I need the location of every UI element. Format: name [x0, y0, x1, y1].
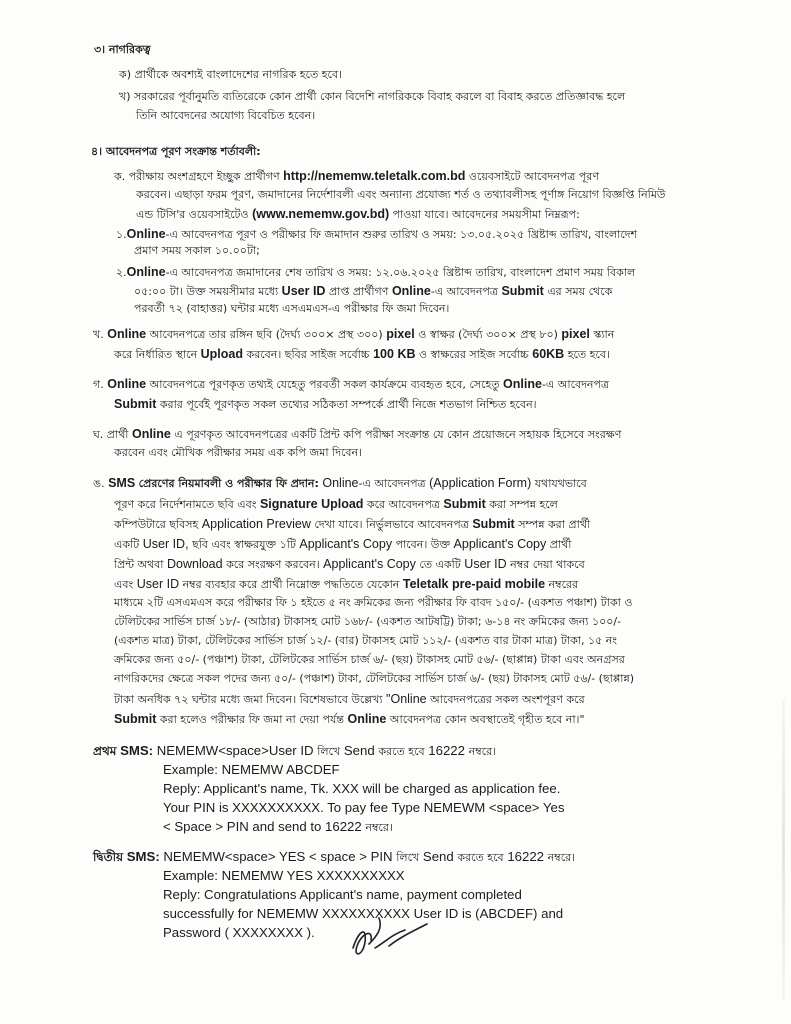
website-link[interactable]: http://nememw.teletalk.com.bd — [283, 169, 466, 183]
sms2-reply-line3: Password ( XXXXXXXX ). — [163, 925, 315, 940]
uma-line7: মাধ্যমে ২টি এসএমএস করে পরীক্ষার ফি ১ হইতে ৫ নং ক্রমিকের জন্য পরীক্ষার ফি বাবদ ১৫০/- (একশত পঞ্চাশ) টাকা ও — [114, 596, 633, 609]
sms1-example: Example: NEMEMW ABCDEF — [163, 762, 340, 777]
ga-line2: Submit করার পূর্বেই পূরণকৃত সকল তথ্যের সঠিকতা সম্পর্কে প্রার্থী নিজে শতভাগ নিশ্চিত হবেন। — [114, 397, 537, 411]
sms1-reply-line2: Your PIN is XXXXXXXXXX. To pay fee Type NEMEWM <space> Yes — [163, 800, 565, 815]
signature-stroke — [353, 918, 427, 954]
ka-point1-line1: ১.Online-এ আবেদনপত্র পূরণ ও পরীক্ষার ফি জমাদান শুরুর তারিখ ও সময়: ১৩.০৫.২০২৫ খ্রিষ্টাব্দ তারিখ, বাংলাদেশ — [116, 227, 638, 241]
section3-item-kha-line1: খ) সরকারের পূর্বানুমতি ব্যতিরেকে কোন প্রার্থী কোন বিদেশি নাগরিককে বিবাহ করলে বা বিবাহ করতে প্রতিজ্ঞাবদ্ধ হলে — [119, 90, 626, 103]
section3-heading: ৩। নাগরিকত্ব — [94, 43, 151, 56]
kha-line1: খ. Online আবেদনপত্রে তার রঙ্গিন ছবি (দৈর্ঘ্য ৩০০× প্রস্থ ৩০০) pixel ও স্বাক্ষর (দৈর্ঘ্য ৩০০× প্রস্থ ৮০) pixel স্ক্যান — [93, 327, 615, 341]
signature-icon — [345, 908, 435, 968]
uma-line11: নাগরিকদের ক্ষেত্রে সকল পদের জন্য ৫০/- (পঞ্চাশ) টাকা, টেলিটকের সার্ভিস চার্জ ৬/- (ছয়) টাকাসহ মোট ৫৬/- (ছাপ্পান্ন) — [114, 672, 635, 685]
uma-line8: টেলিটকের সার্ভিস চার্জ ১৮/- (আঠার) টাকাসহ মোট ১৬৮/- (একশত আটষট্টি) টাকা; ৬-১৪ নং ক্রমিকের জন্য ১০০/- — [114, 615, 622, 628]
ka-point2-line3: পরবর্তী ৭২ (বাহাত্তর) ঘন্টার মধ্যে এসএমএস-এ পরীক্ষার ফি জমা দিবেন। — [134, 302, 450, 315]
sms1-reply-line1: Reply: Applicant's name, Tk. XXX will be charged as application fee. — [163, 781, 561, 796]
uma-line1: ঙ. SMS প্রেরণের নিয়মাবলী ও পরীক্ষার ফি প্রদান: Online-এ আবেদনপত্র (Application Form) যথাযথভাবে — [93, 476, 587, 490]
ka-point2-line1: ২.Online-এ আবেদনপত্র জমাদানের শেষ তারিখ ও সময়: ১২.০৬.২০২৫ খ্রিষ্টাব্দ তারিখ, বাংলাদেশ প্রমাণ সময় বিকাল — [116, 265, 636, 279]
uma-line9: (একশত মাত্র) টাকা, টেলিটকের সার্ভিস চার্জ ১২/- (বার) টাকাসহ মোট ১১২/- (একশত বার টাকা মাত্র) টাকা, ১৫ নং — [114, 634, 618, 647]
sms1-line1: প্রথম SMS: NEMEMW<space>User ID লিখে Send করতে হবে 16222 নম্বরে। — [93, 743, 497, 758]
ga-line1: গ. Online আবেদনপত্রে পূরণকৃত তথ্যই যেহেতু পরবর্তী সকল কার্যক্রমে ব্যবহৃত হবে, সেহেতু Online-এ আবেদনপত্র — [93, 377, 610, 391]
website-link-gov[interactable]: (www.nememw.gov.bd) — [252, 207, 390, 221]
section4-heading: ৪। আবেদনপত্র পূরণ সংক্রান্ত শর্তাবলী: — [91, 145, 261, 158]
uma-line2: পূরণ করে নির্দেশনামতে ছবি এবং Signature Upload করে আবেদনপত্র Submit করা সম্পন্ন হলে — [114, 497, 558, 511]
uma-line6: এবং User ID নম্বর ব্যবহার করে প্রার্থী নিম্নোক্ত পদ্ধতিতে যেকোন Teletalk pre-paid mobile নম্বরের — [114, 577, 579, 591]
ka-point1-line2: প্রমাণ সময় সকাল ১০.০০টা; — [134, 244, 260, 257]
gha-line2: করবেন এবং মৌখিক পরীক্ষার সময় এক কপি জমা দিবেন। — [114, 446, 362, 459]
uma-line12: টাকা অনধিক ৭২ ঘন্টার মধ্যে জমা দিবেন। বিশেষভাবে উল্লেখ্য "Online আবেদনপত্রের সকল অংশপূরণ করে — [114, 692, 585, 706]
uma-line5: প্রিন্ট অথবা Download করে সংরক্ষণ করবেন। Applicant's Copy তে একটি User ID নম্বর দেয়া থাকবে — [114, 557, 585, 571]
ka-line2: করবেন। এছাড়া ফরম পূরণ, জমাদানের নির্দেশাবলী এবং অন্যান্য প্রযোজ্য শর্ত ও তথ্যাবলীসহ পূর্ণাঙ্গ নিয়োগ বিজ্ঞপ্তি নিমিউ — [136, 188, 666, 201]
kha-line2: করে নির্ধারিত স্থানে Upload করবেন। ছবির সাইজ সর্বোচ্চ 100 KB ও স্বাক্ষরের সাইজ সর্বোচ্চ 60KB হতে হবে। — [114, 347, 610, 361]
section3-item-kha-line2: তিনি আবেদনের অযোগ্য বিবেচিত হবেন। — [136, 109, 316, 122]
uma-line10: ক্রমিকের জন্য ৫০/- (পঞ্চাশ) টাকা, টেলিটকের সার্ভিস চার্জ ৬/- (ছয়) টাকাসহ মোট ৫৬/- (ছাপ্পান্ন) টাকা এবং অনগ্রসর — [114, 653, 625, 666]
ka-line3: এন্ড টিসি'র ওয়েবসাইটেও (www.nememw.gov.bd) পাওয়া যাবে। আবেদনের সময়সীমা নিম্নরূপ: — [136, 207, 580, 221]
uma-line13: Submit করা হলেও পরীক্ষার ফি জমা না দেয়া পর্যন্ত Online আবেদনপত্র কোন অবস্থাতেই গৃহীত হবে না।" — [114, 712, 585, 726]
sms2-reply-line2: successfully for NEMEMW XXXXXXXXXX User ID is (ABCDEF) and — [163, 906, 564, 921]
sms2-line1: দ্বিতীয় SMS: NEMEMW<space> YES < space > PIN লিখে Send করতে হবে 16222 নম্বরে। — [93, 849, 576, 864]
sms1-reply-line3: < Space > PIN and send to 16222 নম্বরে। — [163, 819, 393, 834]
ka-line1: ক. পরীক্ষায় অংশগ্রহণে ইচ্ছুক প্রার্থীগণ http://nememw.teletalk.com.bd ওয়েবসাইটে আবেদনপত্র পূরণ — [114, 169, 599, 183]
sms2-reply-line1: Reply: Congratulations Applicant's name, payment completed — [163, 887, 522, 902]
sms2-example: Example: NEMEMW YES XXXXXXXXXX — [163, 868, 405, 883]
uma-line4: একটি User ID, ছবি এবং স্বাক্ষরযুক্ত ১টি Applicant's Copy পাবেন। উক্ত Applicant's Copy প্রার্থী — [114, 537, 572, 551]
scan-edge-shadow — [782, 700, 785, 1000]
ka-point2-line2: ০৫:০০ টা। উক্ত সময়সীমার মধ্যে User ID প্রাপ্ত প্রার্থীগণ Online-এ আবেদনপত্র Submit এর সময় থেকে — [134, 284, 613, 298]
gha-line1: ঘ. প্রার্থী Online এ পূরণকৃত আবেদনপত্রের একটি প্রিন্ট কপি পরীক্ষা সংক্রান্ত যে কোন প্রয়োজনে সহায়ক হিসেবে সংরক্ষণ — [93, 427, 622, 441]
section3-item-ka: ক) প্রার্থীকে অবশ্যই বাংলাদেশের নাগরিক হতে হবে। — [119, 68, 343, 81]
uma-line3: কম্পিউটারে ছবিসহ Application Preview দেখা যাবে। নির্ভুলভাবে আবেদনপত্র Submit সম্পন্ন করা প্রার্থী — [114, 517, 591, 531]
